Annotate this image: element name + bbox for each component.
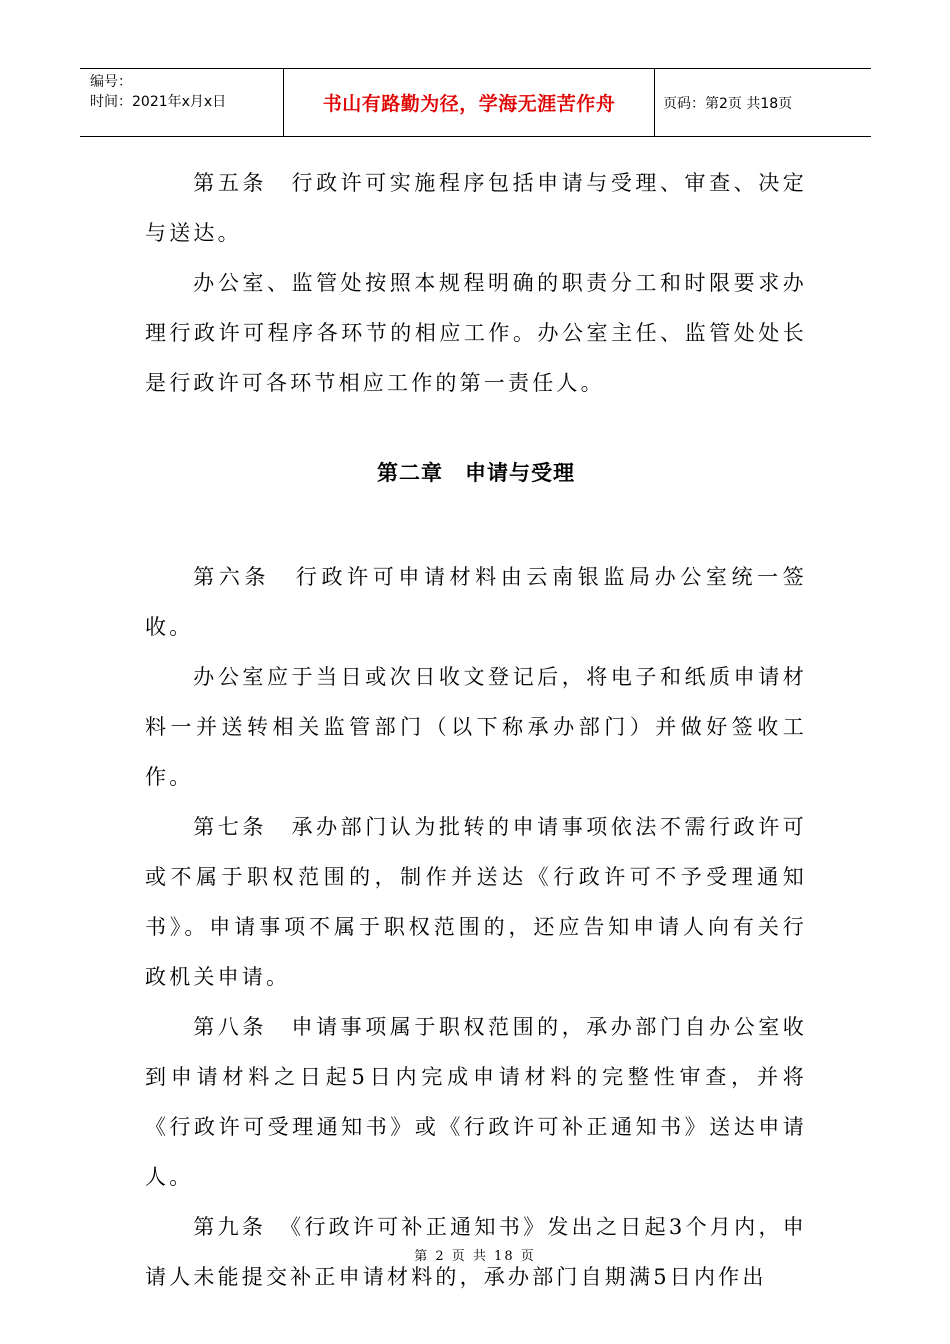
header-meta	[80, 69, 283, 136]
time-label: 时间：2021年x月x日	[90, 94, 227, 110]
paragraph-article-8: 第八条 申请事项属于职权范围的，承办部门自办公室收到申请材料之日起5日内完成申请材料的完整性审查，并将《行政许可受理通知书》或《行政许可补正通知书》送达申请人。	[145, 1015, 807, 1189]
page-code-text: 页码：第2页 共18页	[663, 95, 793, 112]
paragraph-article-9: 第九条 《行政许可补正通知书》发出之日起3个月内，申请人未能提交补正申请材料的，承办部门自期满5日内作出	[145, 1215, 807, 1289]
paragraph-article-5: 第五条 行政许可实施程序包括申请与受理、审查、决定与送达。	[145, 171, 807, 245]
paragraph-duties: 办公室、监管处按照本规程明确的职责分工和时限要求办理行政许可程序各环节的相应工作。办公室主任、监管处处长是行政许可各环节相应工作的第一责任人。	[145, 271, 807, 395]
motto-text: 书山有路勤为径，学海无涯苦作舟	[322, 93, 616, 115]
document-body	[145, 158, 807, 1302]
number-label: 编号：	[90, 74, 132, 90]
header-page-code	[655, 69, 871, 136]
paragraph-article-6: 第六条 行政许可申请材料由云南银监局办公室统一签收。	[145, 565, 807, 639]
paragraph-office-registration: 办公室应于当日或次日收文登记后，将电子和纸质申请材料一并送转相关监管部门（以下称承办部门）并做好签收工作。	[145, 665, 807, 789]
page-footer: 第 2 页 共 18 页	[414, 1249, 536, 1264]
header-motto-cell	[283, 69, 655, 136]
header-table	[80, 68, 871, 137]
chapter-heading: 第二章 申请与受理	[377, 461, 575, 485]
paragraph-article-7: 第七条 承办部门认为批转的申请事项依法不需行政许可或不属于职权范围的，制作并送达《行政许可不予受理通知书》。申请事项不属于职权范围的，还应告知申请人向有关行政机关申请。	[145, 815, 807, 989]
